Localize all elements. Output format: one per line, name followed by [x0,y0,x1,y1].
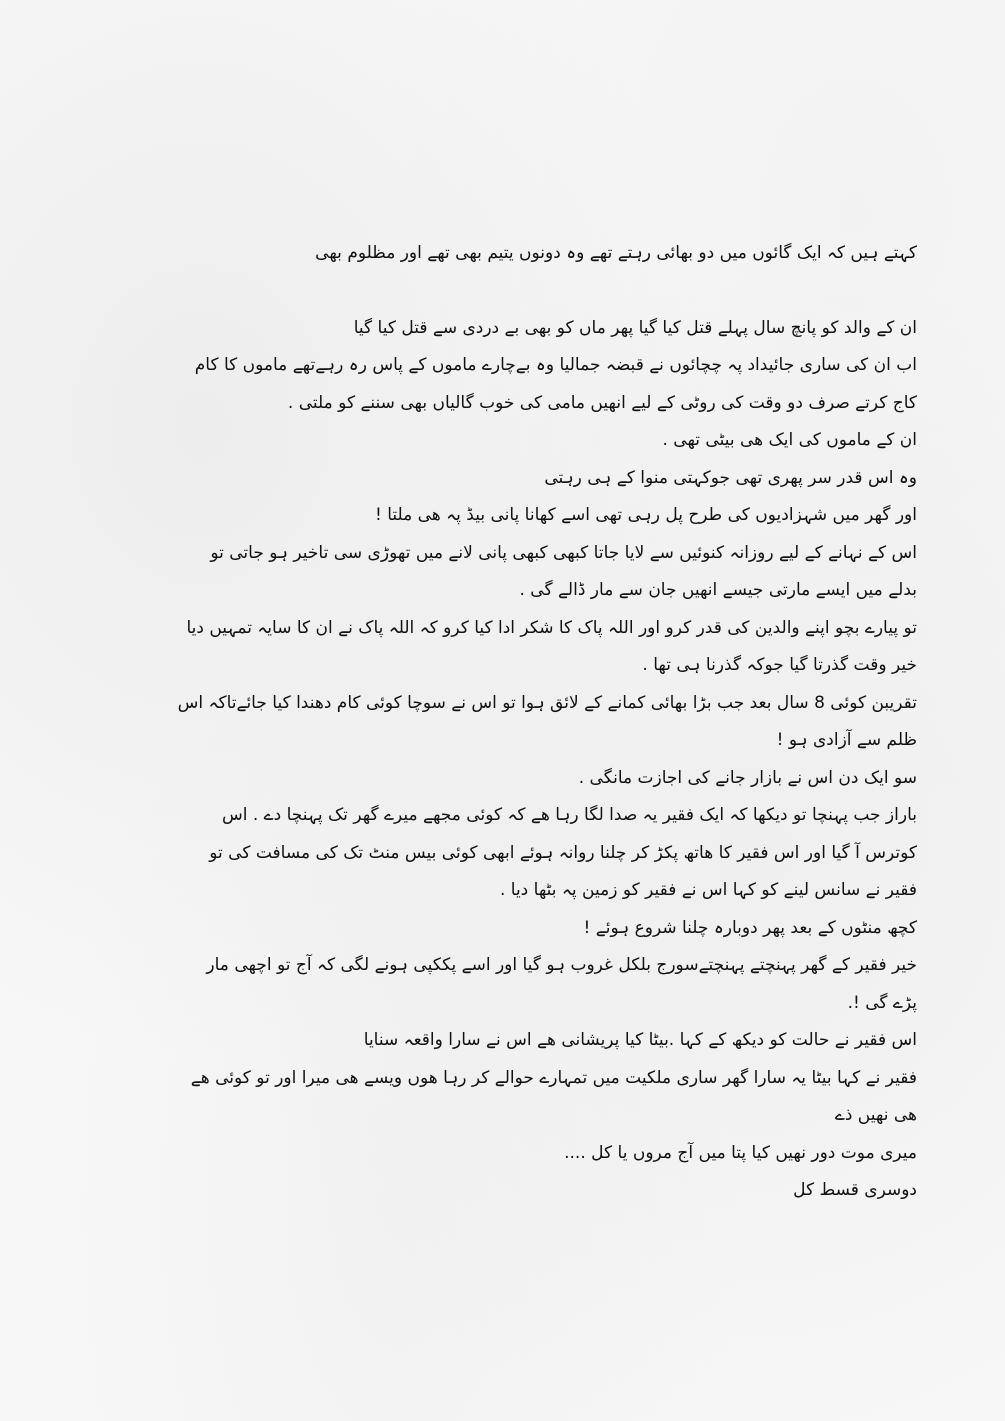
text-line-5: ان کے ماموں کی ایک ھی بیٹی تھی . [662,430,917,450]
text-line-13: ظلم سے آزادی ہو ! [776,730,917,750]
text-line-6: وہ اس قدر سر پھری تھی جوکہتی منوا کے ہی رہتی [544,468,917,488]
text-line-3: اب ان کی ساری جائیداد پہ چچائوں نے قبضہ جمالیا وہ بےچارے ماموں کے پاس رہ رہےتھے ماموں کا کام [194,355,917,375]
text-line-4: کاج کرتے صرف دو وقت کی روٹی کے لیے انھیں مامی کی خوب گالیاں بھی سننے کو ملتی . [287,393,917,413]
text-line-9: بدلے میں ایسے مارتی جیسے انھیں جان سے مار ڈالے گی . [519,580,917,600]
text-line-7: اور گھر میں شہزادیوں کی طرح پل رہی تھی اسے کھانا پانی بیڈ پہ ھی ملتا ! [374,505,917,525]
text-line-2: ان کے والد کو پانچ سال پہلے قتل کیا گیا پھر ماں کو بھی بے دردی سے قتل کیا گیا [353,318,917,338]
text-line-18: کچھ منٹوں کے بعد پھر دوبارہ چلنا شروع ہوئے ! [583,918,917,938]
text-line-21: اس فقیر نے حالت کو دیکھ کے کہا .بیٹا کیا پریشانی ھے اس نے سارا واقعہ سنایا [363,1030,917,1050]
text-line-24: میری موت دور نھیں کیا پتا میں آج مروں یا کل .... [564,1143,917,1163]
text-line-14: سو ایک دن اس نے بازار جانے کی اجازت مانگی . [578,768,917,788]
text-line-16: کوترس آ گیا اور اس فقیر کا ھاتھ پکڑ کر چلنا روانہ ہوئے ابھی کوئی بیس منٹ تک کی مسافت کی تو [209,843,917,863]
text-line-17: فقیر نے سانس لینے کو کہا اس نے فقیر کو زمین پہ بٹھا دیا . [499,880,917,900]
text-line-22: فقیر نے کہا بیٹا یہ سارا گھر ساری ملکیت میں تمہارے حوالے کر رہا ھوں ویسے ھی میرا اور تو کوئی ھے [190,1068,917,1088]
text-line-19: خیر فقیر کے گھر پہنچتے پہنچتےسورج بلکل غروب ہو گیا اور اسے پککپی ہونے لگی کہ آج تو اچھی مار [206,955,917,975]
text-line-20: پڑے گی !. [847,993,917,1013]
text-line-11: خیر وقت گذرتا گیا جوکہ گذرنا ہی تھا . [642,655,917,675]
text-line-25: دوسری قسط کل [793,1180,917,1200]
text-line-10: تو پیارے بچو اپنے والدین کی قدر کرو اور اللہ پاک کا شکر ادا کیا کرو کہ اللہ پاک نے ان کا سایہ تمہیں دیا [186,618,917,638]
text-line-1: کہتے ہیں کہ ایک گائوں میں دو بھائی رہتے تھے وہ دونوں یتیم بھی تھے اور مظلوم بھی [315,243,917,263]
text-line-15: باراز جب پہنچا تو دیکھا کہ ایک فقیر یہ صدا لگا رہا ھے کہ کوئی مجھے میرے گھر تک پہنچا دے . اس [221,805,917,825]
text-line-8: اس کے نہانے کے لیے روزانہ کنوئیں سے لایا جاتا کبھی کبھی پانی لانے میں تھوڑی سی تاخیر ہو جاتی تو [210,543,917,563]
text-line-23: ھی نھیں ذے [834,1105,917,1125]
text-line-12: تقریبن کوئی 8 سال بعد جب بڑا بھائی کمانے کے لائق ہوا تو اس نے سوچا کوئی کام دھندا کیا جائےتاکہ اس [177,693,917,713]
